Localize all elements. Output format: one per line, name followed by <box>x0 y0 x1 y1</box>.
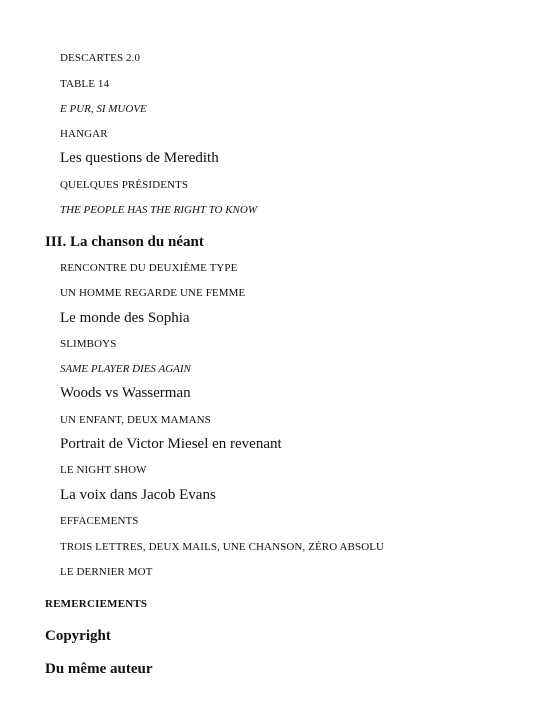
toc-entry-trois-lettres[interactable]: TROIS LETTRES, DEUX MAILS, UNE CHANSON, ZÉRO ABSOLU <box>60 541 385 553</box>
toc-entry-people-right[interactable]: THE PEOPLE HAS THE RIGHT TO KNOW <box>60 204 257 216</box>
toc-entry-woods-wasserman[interactable]: Woods vs Wasserman <box>60 385 191 401</box>
toc-entry-hangar[interactable]: HANGAR <box>60 128 108 140</box>
toc-entry-copyright[interactable]: Copyright <box>45 628 111 644</box>
toc-entry-night-show[interactable]: LE NIGHT SHOW <box>60 464 147 476</box>
toc-entry-presidents[interactable]: QUELQUES PRÉSIDENTS <box>60 179 189 191</box>
toc-entry-homme-femme[interactable]: UN HOMME REGARDE UNE FEMME <box>60 287 246 299</box>
toc-entry-jacob-evans[interactable]: La voix dans Jacob Evans <box>60 487 216 503</box>
toc-entry-e-pur-si-muove[interactable]: E PUR, SI MUOVE <box>60 103 147 115</box>
toc-entry-effacements[interactable]: EFFACEMENTS <box>60 515 139 527</box>
toc-entry-rencontre[interactable]: RENCONTRE DU DEUXIÈME TYPE <box>60 262 238 274</box>
toc-entry-meredith[interactable]: Les questions de Meredith <box>60 150 219 166</box>
toc-part-iii[interactable]: III. La chanson du néant <box>45 234 204 250</box>
toc-entry-dernier-mot[interactable]: LE DERNIER MOT <box>60 566 153 578</box>
toc-entry-du-meme-auteur[interactable]: Du même auteur <box>45 661 153 677</box>
toc-entry-victor-miesel[interactable]: Portrait de Victor Miesel en revenant <box>60 436 282 452</box>
toc-entry-remerciements[interactable]: REMERCIEMENTS <box>45 598 148 610</box>
toc-entry-table-14[interactable]: TABLE 14 <box>60 78 110 90</box>
toc-entry-same-player[interactable]: SAME PLAYER DIES AGAIN <box>60 363 191 375</box>
toc-entry-slimboys[interactable]: SLIMBOYS <box>60 338 117 350</box>
toc-entry-sophia[interactable]: Le monde des Sophia <box>60 310 190 326</box>
toc-entry-enfant-mamans[interactable]: UN ENFANT, DEUX MAMANS <box>60 414 211 426</box>
toc-entry-descartes[interactable]: DESCARTES 2.0 <box>60 52 141 64</box>
